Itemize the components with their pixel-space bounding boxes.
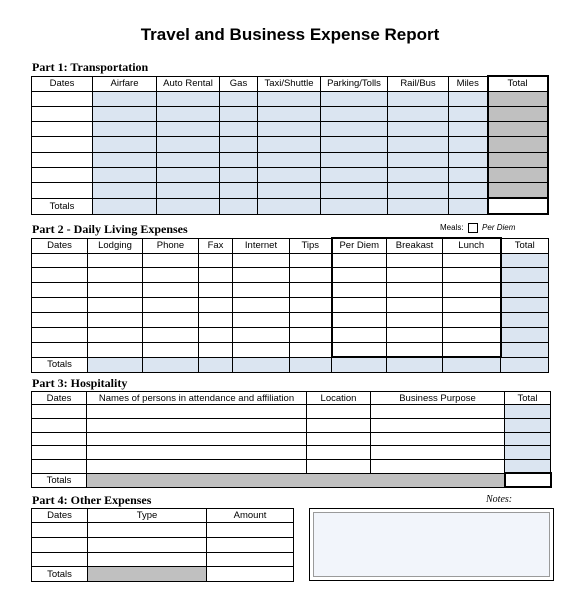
- table-cell[interactable]: [290, 313, 332, 328]
- col-header-amount: Amount: [207, 509, 294, 523]
- table-cell[interactable]: [290, 357, 332, 372]
- table-cell[interactable]: [388, 198, 449, 214]
- table-row: [32, 152, 548, 167]
- table-cell[interactable]: [143, 327, 199, 342]
- table-cell[interactable]: [88, 298, 143, 313]
- table-row: [32, 552, 294, 567]
- table-cell[interactable]: [88, 253, 143, 268]
- table-cell[interactable]: [501, 313, 549, 328]
- table-cell[interactable]: [371, 460, 505, 474]
- table-cell[interactable]: [488, 167, 548, 182]
- table-cell[interactable]: [332, 283, 387, 298]
- table-cell[interactable]: [32, 183, 93, 198]
- table-row: [32, 106, 548, 121]
- table-cell[interactable]: [143, 298, 199, 313]
- col-header-rail-bus: Rail/Bus: [388, 76, 449, 91]
- table-cell[interactable]: [88, 357, 143, 372]
- col-header-dates: Dates: [32, 238, 88, 253]
- table-cell[interactable]: [501, 253, 549, 268]
- table-cell[interactable]: [505, 405, 551, 419]
- meals-option: [440, 223, 515, 233]
- table-cell[interactable]: [505, 418, 551, 432]
- table-cell[interactable]: [233, 342, 290, 357]
- table-cell[interactable]: [387, 357, 443, 372]
- table-cell[interactable]: [501, 268, 549, 283]
- table-cell[interactable]: [443, 253, 501, 268]
- table-cell[interactable]: [443, 283, 501, 298]
- table-cell[interactable]: [32, 298, 88, 313]
- table-cell[interactable]: [505, 446, 551, 460]
- table-row: [32, 523, 294, 538]
- col-header-miles: Miles: [449, 76, 488, 91]
- table-cell[interactable]: [307, 418, 371, 432]
- table-cell[interactable]: [233, 313, 290, 328]
- table-row: [32, 268, 549, 283]
- table-cell[interactable]: [449, 91, 488, 106]
- table-cell[interactable]: [332, 357, 387, 372]
- table-cell[interactable]: [88, 342, 143, 357]
- table-cell[interactable]: [32, 137, 93, 152]
- table-cell[interactable]: [371, 432, 505, 446]
- table-cell[interactable]: [220, 198, 258, 214]
- table-cell[interactable]: [32, 167, 93, 182]
- part3-heading: Part 3: Hospitality: [32, 376, 128, 390]
- table-cell[interactable]: [199, 268, 233, 283]
- table-cell[interactable]: [88, 537, 207, 552]
- table-cell[interactable]: [449, 106, 488, 121]
- table-cell[interactable]: [32, 537, 88, 552]
- table-cell[interactable]: [488, 137, 548, 152]
- table-cell[interactable]: [321, 91, 388, 106]
- table-cell[interactable]: [290, 327, 332, 342]
- notes-field[interactable]: [313, 512, 550, 577]
- totals-label: Totals: [32, 198, 93, 214]
- table-cell[interactable]: [501, 327, 549, 342]
- table-cell[interactable]: [443, 357, 501, 372]
- table-cell[interactable]: [501, 283, 549, 298]
- table-cell[interactable]: [388, 122, 449, 137]
- table-cell[interactable]: [290, 298, 332, 313]
- table-cell[interactable]: [157, 198, 220, 214]
- table-cell[interactable]: [93, 91, 157, 106]
- table-row: [32, 122, 548, 137]
- per-diem-option-label: Per Diem: [482, 223, 516, 233]
- table-cell[interactable]: [93, 198, 157, 214]
- table-cell[interactable]: [88, 313, 143, 328]
- table-cell[interactable]: [371, 418, 505, 432]
- transportation-table: [31, 75, 549, 215]
- col-header-dates: Dates: [32, 392, 87, 405]
- col-header-lunch: Lunch: [443, 238, 501, 253]
- table-cell[interactable]: [157, 91, 220, 106]
- col-header-gas: Gas: [220, 76, 258, 91]
- table-cell[interactable]: [443, 298, 501, 313]
- table-cell[interactable]: [449, 152, 488, 167]
- table-cell[interactable]: [199, 253, 233, 268]
- table-cell[interactable]: [501, 298, 549, 313]
- table-cell[interactable]: [371, 446, 505, 460]
- meals-label: Meals:: [440, 223, 464, 233]
- col-header-location: Location: [307, 392, 371, 405]
- table-row: [32, 313, 549, 328]
- table-cell[interactable]: [220, 122, 258, 137]
- table-cell[interactable]: [87, 418, 307, 432]
- table-cell[interactable]: [220, 183, 258, 198]
- table-cell[interactable]: [290, 253, 332, 268]
- table-cell[interactable]: [143, 342, 199, 357]
- other-expenses-table: [31, 508, 294, 582]
- table-cell[interactable]: [488, 152, 548, 167]
- table-cell[interactable]: [258, 152, 321, 167]
- table-cell[interactable]: [388, 183, 449, 198]
- table-row: [32, 91, 548, 106]
- table-cell[interactable]: [32, 405, 87, 419]
- table-cell[interactable]: [93, 137, 157, 152]
- table-cell[interactable]: [233, 327, 290, 342]
- table-cell[interactable]: [449, 122, 488, 137]
- table-cell[interactable]: [143, 283, 199, 298]
- table-row: [32, 432, 551, 446]
- table-cell[interactable]: [32, 552, 88, 567]
- table-cell[interactable]: [307, 405, 371, 419]
- table-cell[interactable]: [258, 137, 321, 152]
- table-cell[interactable]: [88, 268, 143, 283]
- col-header-fax: Fax: [199, 238, 233, 253]
- table-cell[interactable]: [332, 327, 387, 342]
- table-cell[interactable]: [321, 183, 388, 198]
- table-cell[interactable]: [388, 152, 449, 167]
- table-cell[interactable]: [501, 357, 549, 372]
- table-cell[interactable]: [220, 152, 258, 167]
- table-row: [32, 460, 551, 474]
- table-cell[interactable]: [387, 283, 443, 298]
- table-cell[interactable]: [449, 167, 488, 182]
- table-cell[interactable]: [387, 313, 443, 328]
- notes-box[interactable]: [309, 508, 554, 581]
- col-header-airfare: Airfare: [93, 76, 157, 91]
- table-cell[interactable]: [32, 327, 88, 342]
- table-cell[interactable]: [388, 91, 449, 106]
- table-cell[interactable]: [88, 523, 207, 538]
- table-cell[interactable]: [387, 268, 443, 283]
- totals-label: Totals: [32, 473, 87, 487]
- table-cell[interactable]: [258, 183, 321, 198]
- table-cell[interactable]: [32, 460, 87, 474]
- table-cell[interactable]: [88, 283, 143, 298]
- table-cell[interactable]: [143, 357, 199, 372]
- table-cell[interactable]: [488, 122, 548, 137]
- table-cell[interactable]: [233, 298, 290, 313]
- table-row: [32, 446, 551, 460]
- table-cell[interactable]: [143, 313, 199, 328]
- table-cell[interactable]: [157, 152, 220, 167]
- col-header-total: Total: [505, 392, 551, 405]
- table-cell[interactable]: [488, 106, 548, 121]
- totals-shaded-cell: [88, 567, 207, 582]
- part2-heading: Part 2 - Daily Living Expenses: [32, 222, 188, 236]
- table-cell[interactable]: [332, 253, 387, 268]
- table-cell[interactable]: [199, 357, 233, 372]
- table-cell[interactable]: [93, 167, 157, 182]
- table-cell[interactable]: [443, 342, 501, 357]
- table-cell[interactable]: [321, 106, 388, 121]
- table-cell[interactable]: [443, 268, 501, 283]
- table-cell[interactable]: [321, 152, 388, 167]
- table-cell[interactable]: [220, 91, 258, 106]
- table-cell[interactable]: [258, 167, 321, 182]
- table-cell[interactable]: [199, 283, 233, 298]
- col-header-total: Total: [488, 76, 548, 91]
- table-cell[interactable]: [321, 122, 388, 137]
- table-cell[interactable]: [449, 183, 488, 198]
- table-cell[interactable]: [32, 432, 87, 446]
- hospitality-table: [31, 391, 552, 488]
- table-cell[interactable]: [220, 137, 258, 152]
- table-cell[interactable]: [290, 268, 332, 283]
- hospitality-total-cell[interactable]: [505, 473, 551, 487]
- table-cell[interactable]: [32, 152, 93, 167]
- other-expenses-total-cell[interactable]: [207, 567, 294, 582]
- col-header-internet: Internet: [233, 238, 290, 253]
- table-cell[interactable]: [32, 446, 87, 460]
- col-header-total: Total: [501, 238, 549, 253]
- table-cell[interactable]: [157, 137, 220, 152]
- table-cell[interactable]: [371, 405, 505, 419]
- table-row: [32, 167, 548, 182]
- table-cell[interactable]: [233, 357, 290, 372]
- col-header-auto-rental: Auto Rental: [157, 76, 220, 91]
- totals-label: Totals: [32, 567, 88, 582]
- table-cell[interactable]: [199, 298, 233, 313]
- table-cell[interactable]: [93, 106, 157, 121]
- table-cell[interactable]: [157, 183, 220, 198]
- col-header-type: Type: [88, 509, 207, 523]
- table-cell[interactable]: [488, 91, 548, 106]
- totals-row: [32, 198, 548, 214]
- table-cell[interactable]: [321, 198, 388, 214]
- table-cell[interactable]: [387, 342, 443, 357]
- table-cell[interactable]: [388, 106, 449, 121]
- table-row: [32, 418, 551, 432]
- table-row: [32, 327, 549, 342]
- table-cell[interactable]: [143, 253, 199, 268]
- table-cell[interactable]: [449, 137, 488, 152]
- table-cell[interactable]: [505, 432, 551, 446]
- table-cell[interactable]: [87, 446, 307, 460]
- table-cell[interactable]: [32, 106, 93, 121]
- daily-living-table: [31, 237, 549, 373]
- totals-label: Totals: [32, 357, 88, 372]
- table-cell[interactable]: [199, 342, 233, 357]
- table-cell[interactable]: [233, 268, 290, 283]
- table-cell[interactable]: [32, 418, 87, 432]
- table-cell[interactable]: [220, 167, 258, 182]
- table-cell[interactable]: [321, 137, 388, 152]
- table-row: [32, 283, 549, 298]
- table-cell[interactable]: [32, 91, 93, 106]
- table-cell[interactable]: [307, 432, 371, 446]
- table-row: [32, 405, 551, 419]
- table-cell[interactable]: [32, 268, 88, 283]
- col-header-tips: Tips: [290, 238, 332, 253]
- table-cell[interactable]: [332, 313, 387, 328]
- table-cell[interactable]: [207, 552, 294, 567]
- table-cell[interactable]: [290, 283, 332, 298]
- totals-row: [32, 473, 551, 487]
- table-cell[interactable]: [332, 268, 387, 283]
- table-cell[interactable]: [88, 552, 207, 567]
- table-cell[interactable]: [32, 313, 88, 328]
- table-cell[interactable]: [32, 342, 88, 357]
- table-cell[interactable]: [332, 342, 387, 357]
- table-cell[interactable]: [199, 327, 233, 342]
- table-cell[interactable]: [32, 253, 88, 268]
- table-cell[interactable]: [207, 537, 294, 552]
- table-cell[interactable]: [388, 137, 449, 152]
- col-header-business-purpose: Business Purpose: [371, 392, 505, 405]
- table-cell[interactable]: [332, 298, 387, 313]
- table-cell[interactable]: [387, 253, 443, 268]
- table-cell[interactable]: [505, 460, 551, 474]
- notes-label: Notes:: [486, 494, 513, 505]
- table-cell[interactable]: [388, 167, 449, 182]
- table-cell[interactable]: [87, 405, 307, 419]
- table-cell[interactable]: [307, 446, 371, 460]
- table-cell[interactable]: [290, 342, 332, 357]
- table-cell[interactable]: [258, 106, 321, 121]
- table-cell[interactable]: [93, 122, 157, 137]
- table-cell[interactable]: [443, 327, 501, 342]
- col-header-lodging: Lodging: [88, 238, 143, 253]
- table-row: [32, 537, 294, 552]
- table-cell[interactable]: [233, 283, 290, 298]
- totals-shaded-cell: [87, 473, 505, 487]
- table-cell[interactable]: [488, 183, 548, 198]
- table-cell[interactable]: [143, 268, 199, 283]
- table-cell[interactable]: [207, 523, 294, 538]
- table-cell[interactable]: [32, 283, 88, 298]
- col-header-phone: Phone: [143, 238, 199, 253]
- col-header-taxi-shuttle: Taxi/Shuttle: [258, 76, 321, 91]
- table-cell[interactable]: [387, 298, 443, 313]
- table-cell[interactable]: [93, 183, 157, 198]
- table-cell[interactable]: [32, 523, 88, 538]
- table-row: [32, 183, 548, 198]
- table-cell[interactable]: [449, 198, 488, 214]
- table-cell[interactable]: [87, 432, 307, 446]
- table-cell[interactable]: [88, 327, 143, 342]
- table-cell[interactable]: [220, 106, 258, 121]
- table-cell[interactable]: [501, 342, 549, 357]
- table-cell[interactable]: [87, 460, 307, 474]
- table-cell[interactable]: [233, 253, 290, 268]
- table-cell[interactable]: [157, 167, 220, 182]
- table-row: [32, 137, 548, 152]
- totals-row: [32, 567, 294, 582]
- col-header-names-attendance: Names of persons in attendance and affiliation: [87, 392, 307, 405]
- col-header-dates: Dates: [32, 509, 88, 523]
- table-cell[interactable]: [258, 122, 321, 137]
- col-header-per-diem: Per Diem: [332, 238, 387, 253]
- table-cell[interactable]: [488, 198, 548, 214]
- page-title: Travel and Business Expense Report: [140, 25, 440, 44]
- col-header-breakfast: Breakast: [387, 238, 443, 253]
- table-cell[interactable]: [93, 152, 157, 167]
- per-diem-checkbox[interactable]: [468, 223, 478, 233]
- part1-heading: Part 1: Transportation: [32, 60, 149, 74]
- totals-row: [32, 357, 549, 372]
- col-header-dates: Dates: [32, 76, 93, 91]
- table-cell[interactable]: [199, 313, 233, 328]
- col-header-parking-tolls: Parking/Tolls: [321, 76, 388, 91]
- table-cell[interactable]: [307, 460, 371, 474]
- table-cell[interactable]: [32, 122, 93, 137]
- part4-heading: Part 4: Other Expenses: [32, 493, 152, 507]
- table-cell[interactable]: [157, 122, 220, 137]
- table-row: [32, 342, 549, 357]
- table-cell[interactable]: [157, 106, 220, 121]
- table-row: [32, 298, 549, 313]
- table-cell[interactable]: [387, 327, 443, 342]
- table-row: [32, 253, 549, 268]
- table-cell[interactable]: [443, 313, 501, 328]
- table-cell[interactable]: [258, 91, 321, 106]
- table-cell[interactable]: [258, 198, 321, 214]
- table-cell[interactable]: [321, 167, 388, 182]
